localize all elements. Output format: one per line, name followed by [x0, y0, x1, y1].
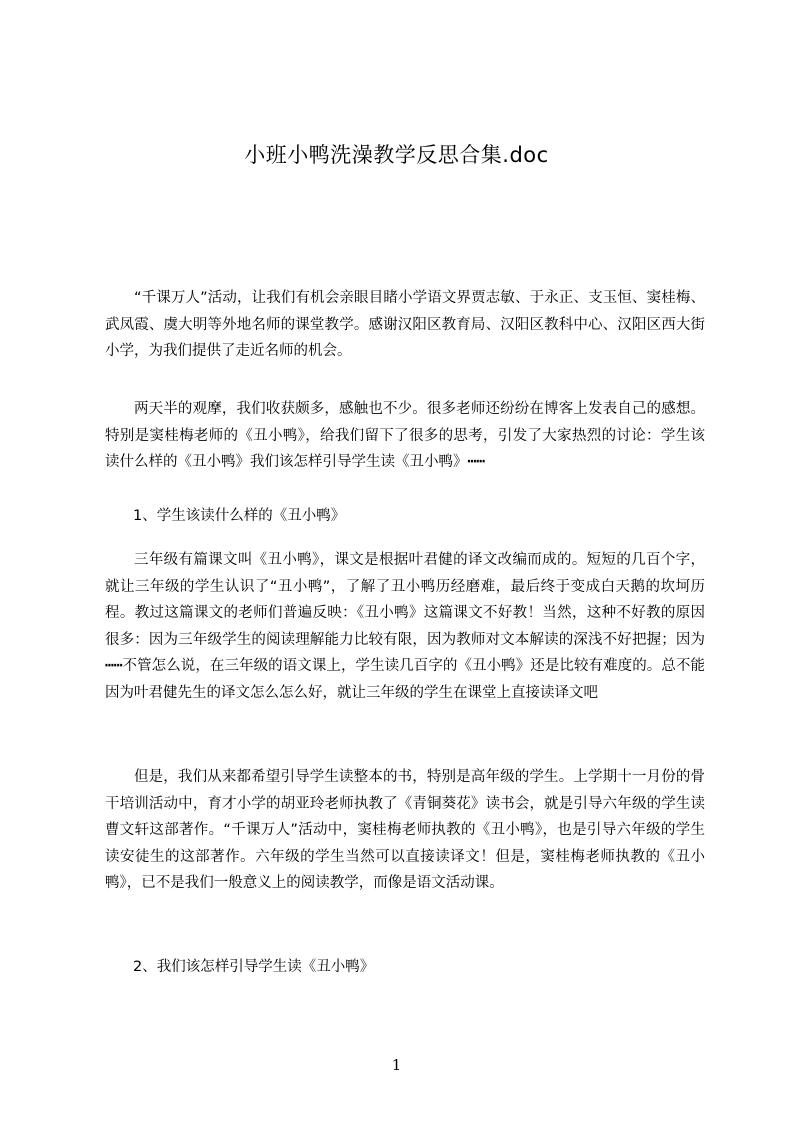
- paragraph-grade-three: 三年级有篇课文叫《丑小鸭》，课文是根据叶君健的译文改编而成的。短短的几百个字，就让三年级的学生认识了“丑小鸭”，了解了丑小鸭历经磨难，最后终于变成白天鹅的坎坷历程。教过这篇课文的老师们普遍反映：《丑小鸭》这篇课文不好教！当然，这种不好教的原因很多：因为三年级学生的阅读理解能力比较有限，因为教师对文本解读的深浅不好把握；因为┅┅不管怎么说，在三年级的语文课上，学生读几百字的《丑小鸭》还是比较有难度的。总不能因为叶君健先生的译文怎么怎么好，就让三年级的学生在课堂上直接读译文吧: [105, 552, 705, 701]
- section-heading-2: 2、我们该怎样引导学生读《丑小鸭》: [133, 959, 375, 975]
- paragraph-observation: 两天半的观摩，我们收获颇多，感触也不少。很多老师还纷纷在博客上发表自己的感想。特别是窦桂梅老师的《丑小鸭》，给我们留下了很多的思考，引发了大家热烈的讨论：学生该读什么样的《丑小鸭》我们该怎样引导学生读《丑小鸭》┅┅: [105, 401, 705, 470]
- paragraph-whole-book: 但是，我们从来都希望引导学生读整本的书，特别是高年级的学生。上学期十一月份的骨干培训活动中，育才小学的胡亚玲老师执教了《青铜葵花》读书会，就是引导六年级的学生读曹文轩这部著作。“千课万人”活动中，窦桂梅老师执教的《丑小鸭》，也是引导六年级的学生读安徒生的这部著作。六年级的学生当然可以直接读译文！但是，窦桂梅老师执教的《丑小鸭》，已不是我们一般意义上的阅读教学，而像是语文活动课。: [105, 769, 705, 891]
- document-title: 小班小鸭洗澡教学反思合集.doc: [244, 143, 549, 167]
- section-heading-1: 1、学生该读什么样的《丑小鸭》: [133, 508, 346, 524]
- paragraph-intro: “千课万人”活动，让我们有机会亲眼目睹小学语文界贾志敏、于永正、支玉恒、窦桂梅、武凤霞、虞大明等外地名师的课堂教学。感谢汉阳区教育局、汉阳区教科中心、汉阳区西大街小学，为我们提供了走近名师的机会。: [105, 290, 705, 359]
- page-number: 1: [391, 1056, 402, 1074]
